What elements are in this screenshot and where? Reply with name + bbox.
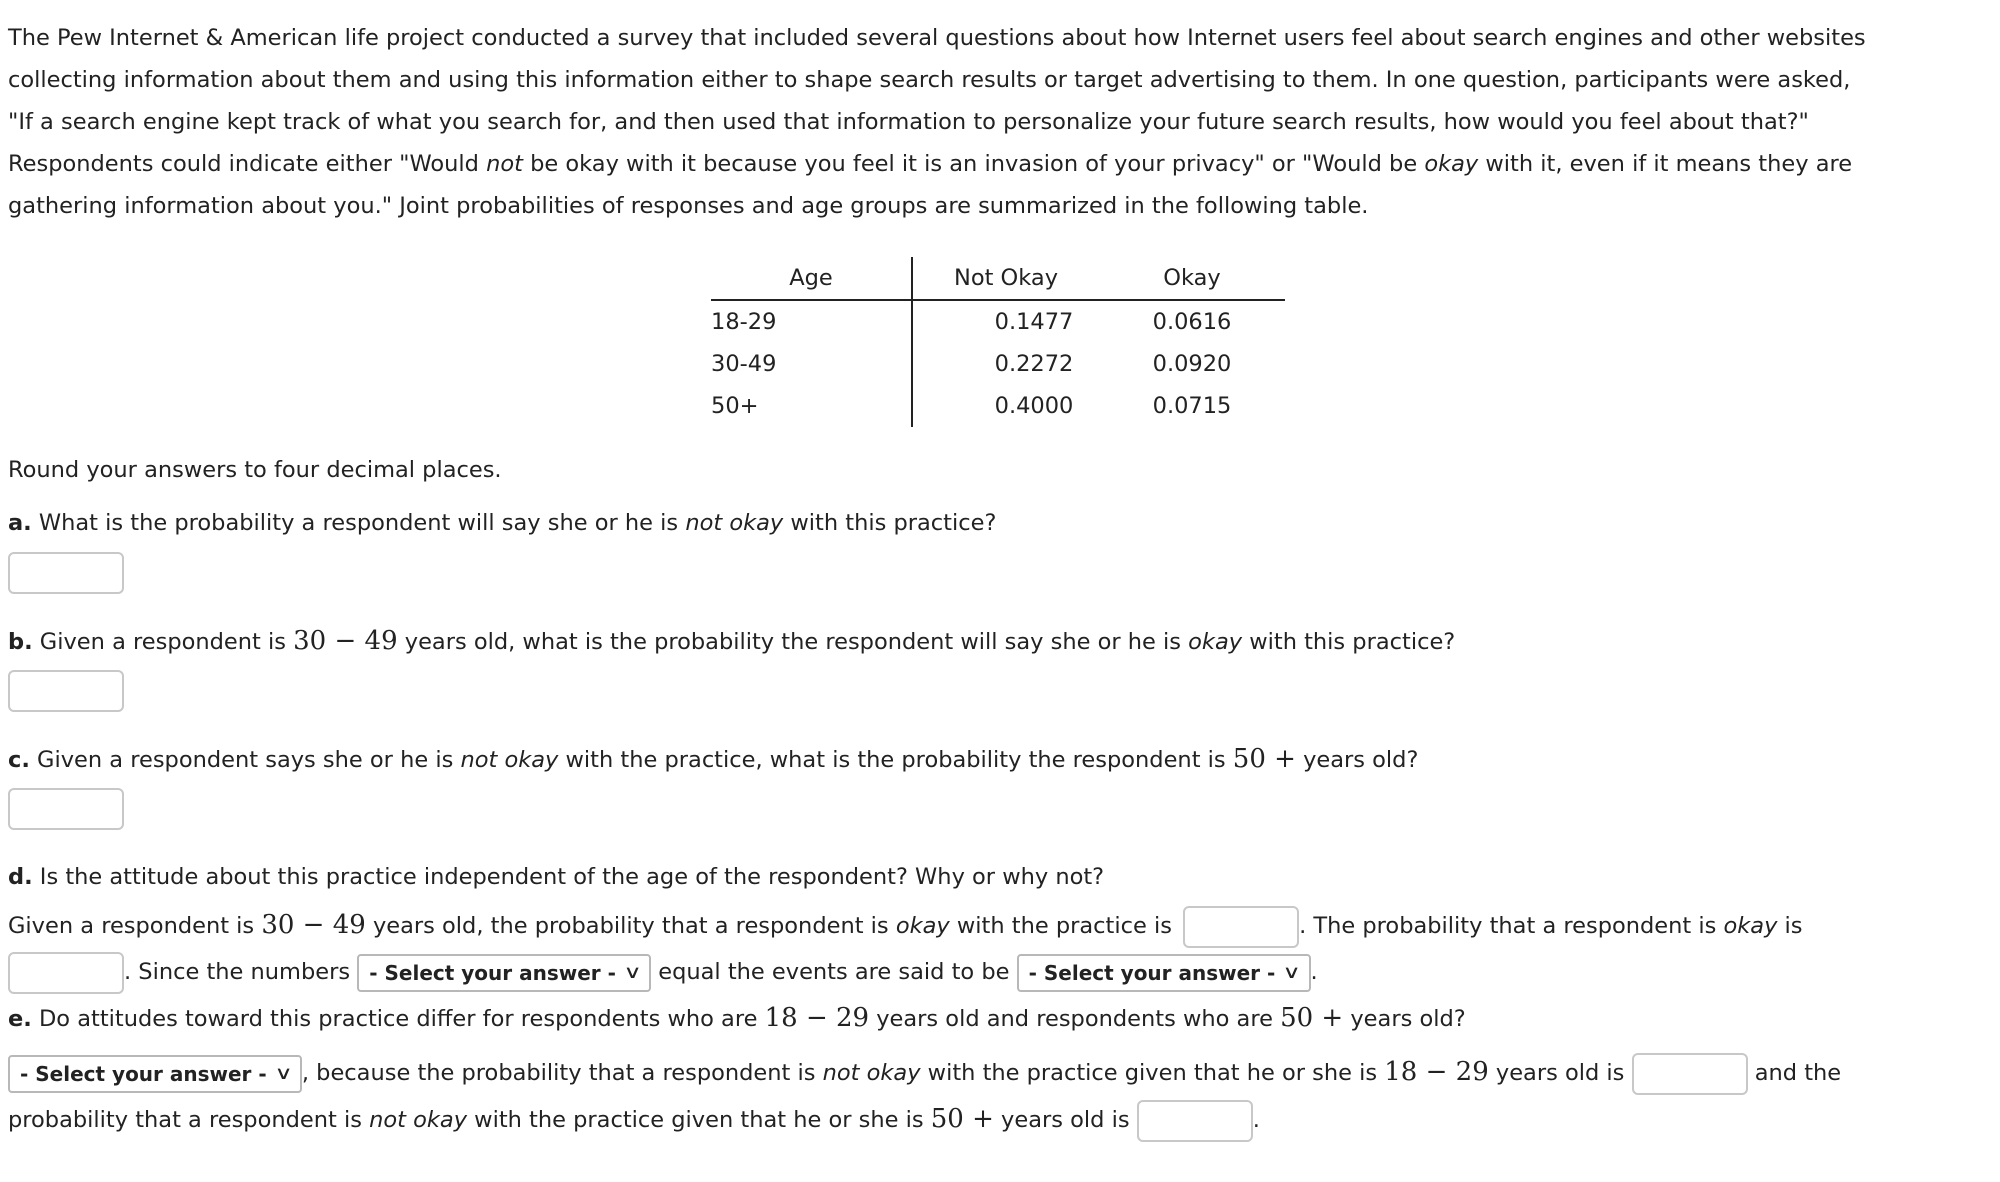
cell-okay: 0.0920 [1152,351,1232,377]
header-okay: Okay [1099,257,1285,300]
text: . Since the numbers [124,959,358,985]
question-label: c. [8,747,30,773]
cell-age: 30-49 [711,343,912,385]
question-e [8,997,1992,1039]
math-expression: 50 + [1232,744,1296,774]
question-d [8,856,1992,898]
answer-a-input[interactable] [8,552,124,594]
question-label: a. [8,510,32,536]
text: Is the attitude about this practice independent of the age of the respondent? Why or why not? [32,864,1105,890]
question-label: d. [8,864,33,890]
answer-d-equality-select[interactable] [357,954,651,992]
cell-not-okay: 0.1477 [994,309,1074,335]
text: years old and respondents who are [869,1006,1281,1032]
header-not-okay: Not Okay [912,257,1099,300]
answer-e-not-okay-given-18-29-input[interactable] [1632,1053,1748,1095]
math-expression: 30 − 49 [293,626,398,656]
text: with the practice given that he or she is [920,1060,1385,1086]
question-a [8,502,1992,544]
text: Given a respondent is [32,629,294,655]
math-expression: 30 − 49 [261,910,366,940]
intro-line: gathering information about you." Joint probabilities of responses and age groups are summarized in the following table. [8,193,1369,219]
intro-paragraph [8,0,1998,227]
text: What is the probability a respondent will say she or he is [31,510,686,536]
emphasis: okay [895,913,950,939]
math-expression: 18 − 29 [1384,1057,1489,1087]
math-expression: 18 − 29 [764,1003,870,1033]
emphasis: not okay [685,510,784,536]
answer-a-row [8,552,1992,596]
emphasis: okay [1723,913,1778,939]
cell-age: 18-29 [711,300,912,343]
text: Given a respondent says she or he is [29,747,461,773]
text: probability that a respondent is [8,1107,370,1133]
chevron-down-icon: ∨ [1282,961,1302,983]
cell-okay: 0.0715 [1152,393,1232,419]
text: years old is [1488,1060,1632,1086]
text: years old, the probability that a respondent is [365,913,896,939]
text: years old is [993,1107,1137,1133]
emphasis: not [486,151,523,177]
text: . [1310,959,1318,985]
cell-okay: 0.0616 [1152,309,1232,335]
answer-e-not-okay-given-50-plus-input[interactable] [1137,1100,1253,1142]
text: with this practice? [1242,629,1456,655]
table-row [711,343,1285,385]
cell-not-okay: 0.4000 [994,393,1074,419]
text: Respondents could indicate either "Would [8,151,487,177]
answer-c-input[interactable] [8,788,124,830]
answer-b-input[interactable] [8,670,124,712]
intro-line: The Pew Internet & American life project conducted a survey that included several questions about how Internet users feel about search engines and other websites [8,25,1866,51]
emphasis: not okay [369,1107,468,1133]
question-label: e. [8,1006,32,1032]
question-e-answer-paragraph [8,1049,1992,1143]
cell-age: 50+ [711,385,912,427]
text: Do attitudes toward this practice differ for respondents who are [31,1006,765,1032]
answer-d-okay-input[interactable] [8,952,124,994]
answer-e-differ-select[interactable] [8,1055,302,1093]
answer-d-okay-given-30-49-input[interactable] [1183,906,1299,948]
text: years old? [1343,1006,1466,1032]
math-expression: 50 + [1280,1003,1344,1033]
intro-line: collecting information about them and using this information either to shape search results or target advertising to them. In one question, participants were asked, [8,67,1851,93]
joint-probability-table [711,257,1285,427]
header-age: Age [711,257,912,300]
text: . [1252,1107,1260,1133]
cell-not-okay: 0.2272 [994,351,1074,377]
table-row [711,385,1285,427]
text: with the practice given that he or she is [467,1107,931,1133]
chevron-down-icon: ∨ [274,1062,293,1084]
select-label: - Select your answer - [20,1061,267,1086]
text: equal the events are said to be [651,959,1017,985]
text: and the [1747,1060,1842,1086]
text: be okay with it because you feel it is an invasion of your privacy" or "Would be [522,151,1425,177]
answer-c-row [8,788,1992,832]
text: with it, even if it means they are [1478,151,1853,177]
text: years old? [1295,747,1419,773]
emphasis: okay [1424,151,1479,177]
math-expression: 50 + [930,1104,994,1134]
question-label: b. [8,629,33,655]
text: years old, what is the probability the respondent will say she or he is [397,629,1189,655]
text: Given a respondent is [8,913,262,939]
text: with the practice is [949,913,1180,939]
emphasis: not okay [460,747,559,773]
text: , because the probability that a respondent is [301,1060,823,1086]
select-label: - Select your answer - [1028,960,1276,985]
text: with this practice? [783,510,997,536]
rounding-note: Round your answers to four decimal places. [8,457,502,483]
text: is [1777,913,1803,939]
emphasis: not okay [822,1060,921,1086]
intro-line: "If a search engine kept track of what you search for, and then used that information to personalize your future search results, how would you feel about that?" [8,109,1809,135]
answer-b-row [8,670,1992,714]
select-label: - Select your answer - [369,960,616,985]
question-c [8,738,1992,780]
table-row [711,300,1285,343]
text: with the practice, what is the probability the respondent is [558,747,1233,773]
question-b [8,620,1992,662]
chevron-down-icon: ∨ [623,961,642,983]
text: . The probability that a respondent is [1299,913,1724,939]
answer-d-independence-select[interactable] [1017,954,1311,992]
table-header-row [711,257,1285,300]
intro-line [8,143,1998,185]
emphasis: okay [1188,629,1243,655]
question-d-answer-paragraph [8,902,1992,995]
